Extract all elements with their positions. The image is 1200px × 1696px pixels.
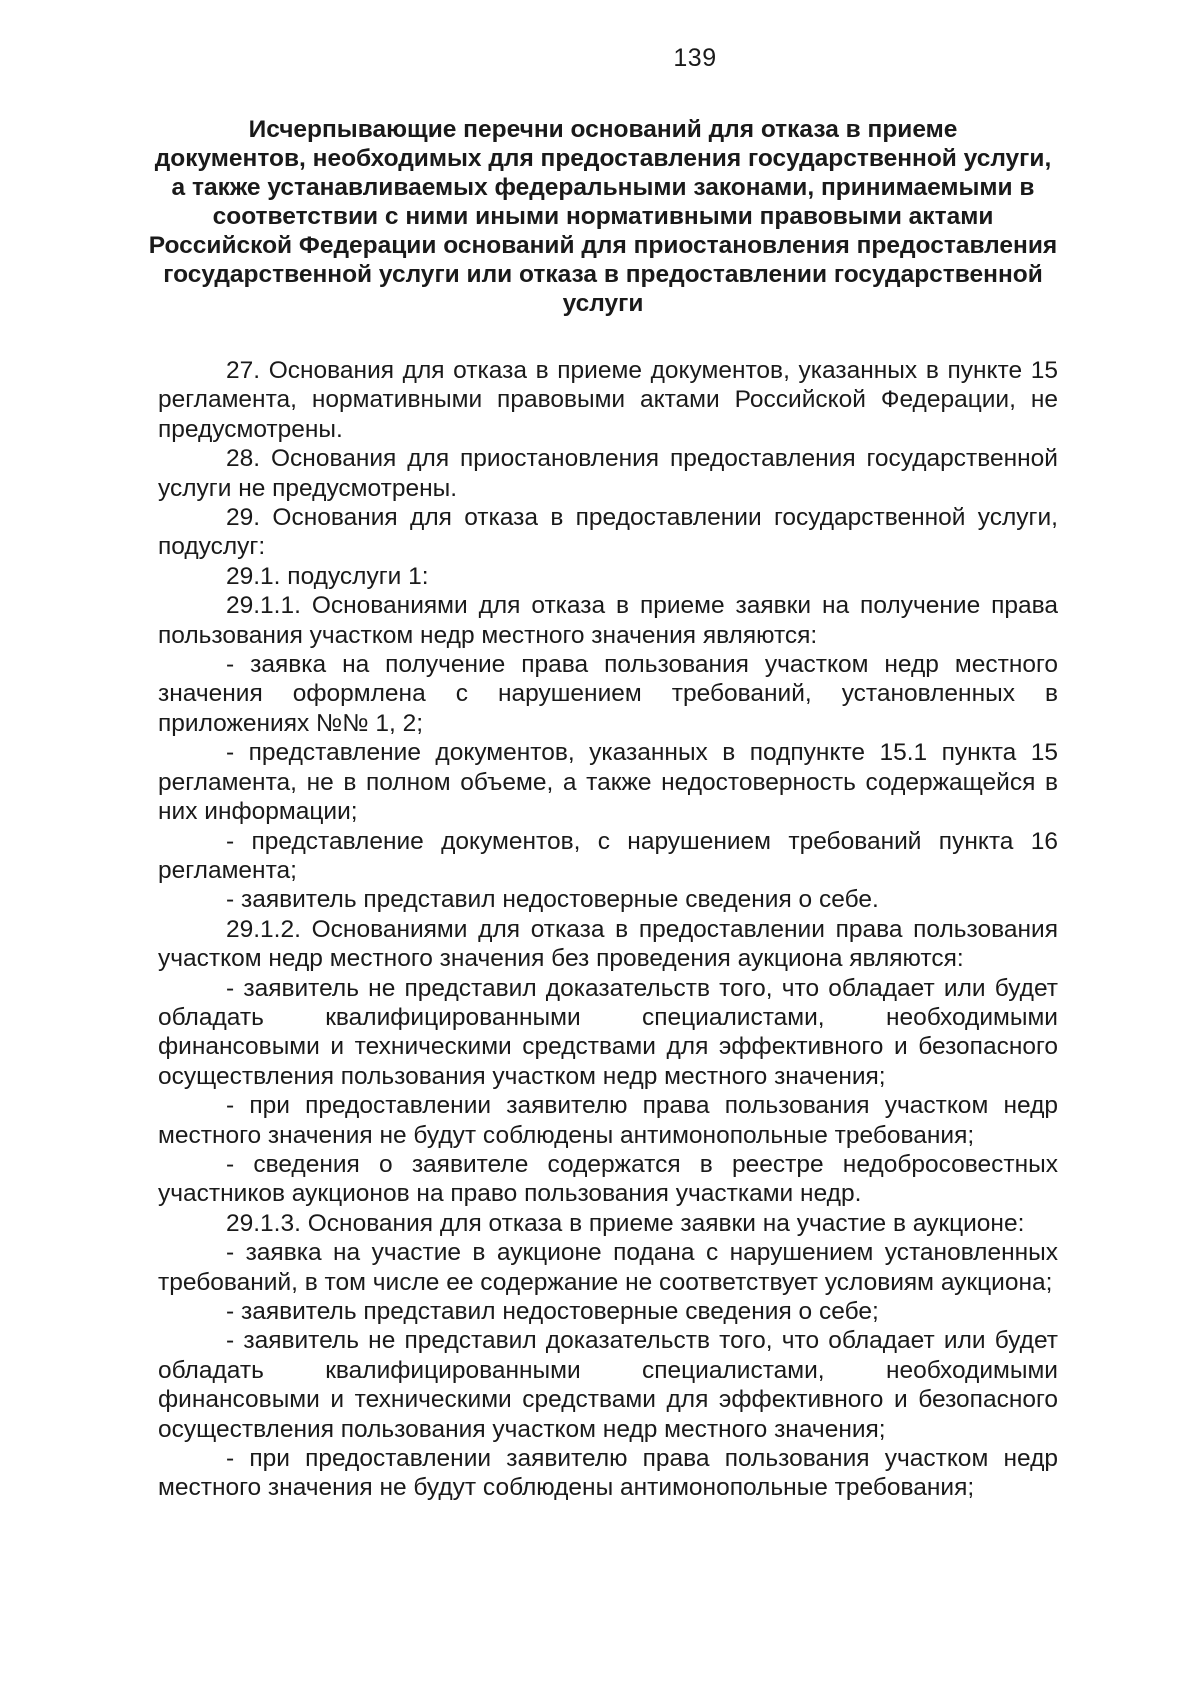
- list-item: - заявитель не представил доказательств того, что обладает или будет обладать квалифицированными специалистами, необходимыми финансовыми и техническими средствами для эффективного и безопасного осуществления пользования участком недр местного значения;: [158, 1327, 1058, 1443]
- page-number: 139: [673, 44, 717, 72]
- list-item: - сведения о заявителе содержатся в реестре недобросовестных участников аукционов на право пользования участками недр.: [158, 1150, 1058, 1208]
- heading-line: Российской Федерации оснований для приостановления предоставления: [148, 232, 1058, 259]
- list-item: - заявка на участие в аукционе подана с нарушением установленных требований, в том числе ее содержание не соответствует условиям аукциона;: [158, 1239, 1058, 1296]
- paragraph-29-1: 29.1. подуслуги 1:: [226, 562, 429, 590]
- section-heading: [148, 115, 1058, 318]
- paragraph-29-1-1: 29.1.1. Основаниями для отказа в приеме заявки на получение права пользования участком недр местного значения являются:: [158, 592, 1058, 649]
- document-body: [158, 356, 1058, 1503]
- heading-line: Исчерпывающие перечни оснований для отказа в приеме: [248, 116, 958, 143]
- list-item: - заявка на получение права пользования участком недр местного значения оформлена с нарушением требований, установленных в приложениях №№ 1, 2;: [158, 651, 1058, 737]
- list-item: - заявитель не представил доказательств того, что обладает или будет обладать квалифицированными специалистами, необходимыми финансовыми и техническими средствами для эффективного и безопасного осуществления пользования участком недр местного значения;: [158, 974, 1058, 1090]
- heading-line: а также устанавливаемых федеральными законами, принимаемыми в: [171, 174, 1035, 201]
- list-item: - заявитель представил недостоверные сведения о себе;: [226, 1298, 879, 1325]
- heading-line: соответствии с ними иными нормативными правовыми актами: [212, 203, 994, 230]
- list-item: - заявитель представил недостоверные сведения о себе.: [226, 886, 879, 914]
- list-item: - при предоставлении заявителю права пользования участком недр местного значения не будут соблюдены антимонопольные требования;: [158, 1445, 1058, 1502]
- list-item: - при предоставлении заявителю права пользования участком недр местного значения не будут соблюдены антимонопольные требования;: [158, 1092, 1058, 1149]
- paragraph-27: 27. Основания для отказа в приеме документов, указанных в пункте 15 регламента, нормативными правовыми актами Российской Федерации, не предусмотрены.: [158, 357, 1058, 443]
- paragraph-29-1-2: 29.1.2. Основаниями для отказа в предоставлении права пользования участком недр местного значения без проведения аукциона являются:: [158, 915, 1058, 973]
- list-item: - представление документов, с нарушением требований пункта 16 регламента;: [158, 827, 1058, 884]
- list-item: - представление документов, указанных в подпункте 15.1 пункта 15 регламента, не в полном объеме, а также недостоверность содержащейся в них информации;: [158, 739, 1058, 826]
- heading-line: услуги: [562, 290, 644, 317]
- heading-line: государственной услуги или отказа в предоставлении государственной: [163, 261, 1043, 288]
- heading-line: документов, необходимых для предоставления государственной услуги,: [154, 145, 1052, 172]
- paragraph-29: 29. Основания для отказа в предоставлении государственной услуги, подуслуг:: [158, 504, 1058, 561]
- paragraph-28: 28. Основания для приостановления предоставления государственной услуги не предусмотрены.: [158, 445, 1058, 502]
- paragraph-29-1-3: 29.1.3. Основания для отказа в приеме заявки на участие в аукционе:: [226, 1209, 1025, 1237]
